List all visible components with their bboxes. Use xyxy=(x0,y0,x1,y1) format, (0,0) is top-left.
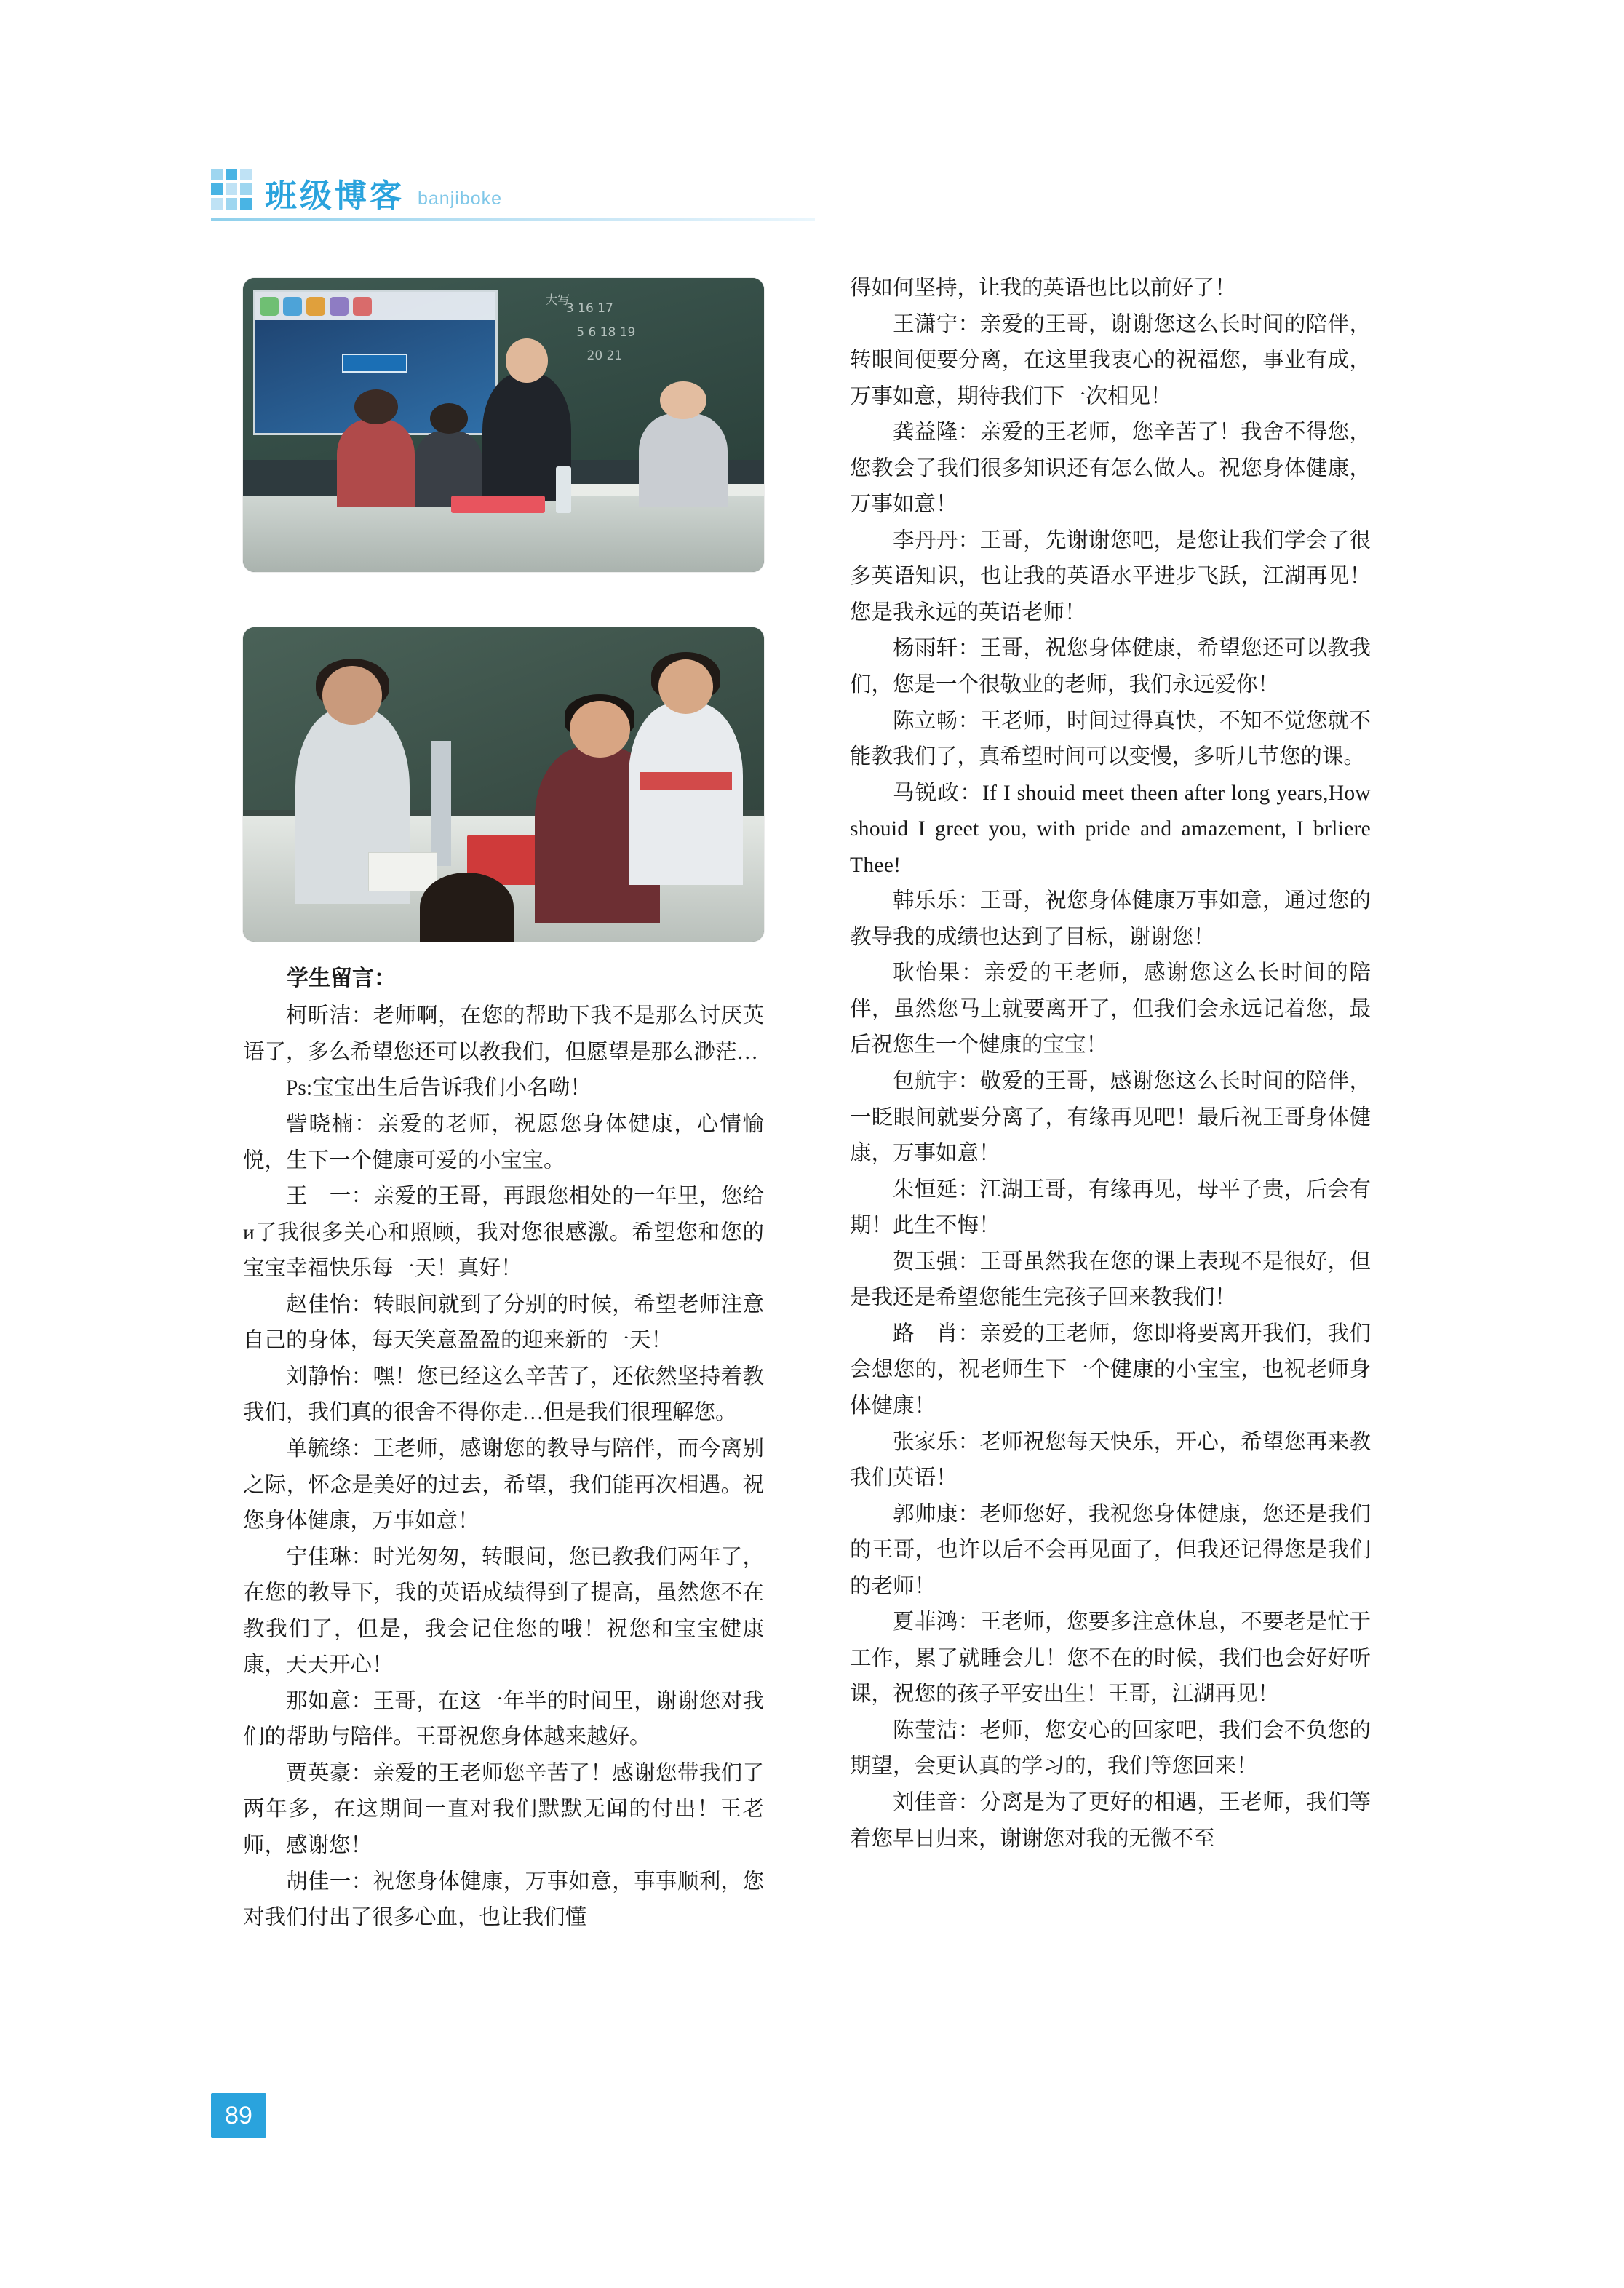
message-paragraph: 夏菲鸿：王老师，您要多注意休息，不要老是忙于工作，累了就睡会儿！您不在的时候，我们也会好好听课，祝您的孩子平安出生！王哥，江湖再见！ xyxy=(850,1610,1371,1707)
message-paragraph: 得如何坚持，让我的英语也比以前好了！ xyxy=(850,277,1237,300)
classroom-teacher-photo: 3 16 17 5 6 18 19 20 21 大写 xyxy=(243,278,764,572)
section-title: 学生留言： xyxy=(287,966,396,990)
message-paragraph: 刘静怡：嘿！您已经这么辛苦了，还依然坚持着教我们，我们真的很舍不得你走…但是我们很理解您。 xyxy=(243,1365,764,1425)
message-paragraph: 李丹丹：王哥，先谢谢您吧，是您让我们学会了很多英语知识，也让我的英语水平进步飞跃，江湖再见！您是我永远的英语老师！ xyxy=(850,528,1371,624)
message-paragraph: 陈立畅：王老师，时间过得真快，不知不觉您就不能教我们了，真希望时间可以变慢，多听几节您的课。 xyxy=(850,709,1371,769)
right-text-column xyxy=(850,271,1371,1857)
message-paragraph: 胡佳一：祝您身体健康，万事如意，事事顺利，您对我们付出了很多心血，也让我们懂 xyxy=(243,1870,764,1930)
message-paragraph: 郭帅康：老师您好，我祝您身体健康，您还是我们的王哥，也许以后不会再见面了，但我还记得您是我们的老师！ xyxy=(850,1502,1371,1598)
message-paragraph: 柯昕洁：老师啊，在您的帮助下我不是那么讨厌英语了，多么希望您还可以教我们，但愿望是那么渺茫… xyxy=(243,1004,764,1064)
message-paragraph: 王潇宁：亲爱的王哥，谢谢您这么长时间的陪伴，转眼间便要分离，在这里我衷心的祝福您，事业有成，万事如意，期待我们下一次相见！ xyxy=(850,312,1371,408)
message-paragraph: 韩乐乐：王哥，祝您身体健康万事如意，通过您的教导我的成绩也达到了目标，谢谢您！ xyxy=(850,889,1371,949)
message-paragraph: 赵佳怡：转眼间就到了分别的时候，希望老师注意自己的身体，每天笑意盈盈的迎来新的一天！ xyxy=(243,1292,764,1353)
message-paragraph: 贾英豪：亲爱的王老师您辛苦了！感谢您带我们了两年多，在这期间一直对我们默默无闻的付出！王老师，感谢您！ xyxy=(243,1761,764,1857)
message-paragraph: 龚益隆：亲爱的王老师，您辛苦了！我舍不得您，您教会了我们很多知识还有怎么做人。祝您身体健康，万事如意！ xyxy=(850,421,1371,517)
page-header xyxy=(211,169,815,221)
blog-logo-icon xyxy=(211,169,252,210)
left-text-column xyxy=(243,961,764,1937)
page-title-pinyin: banjiboke xyxy=(418,188,503,209)
message-paragraph: Ps:宝宝出生后告诉我们小名呦！ xyxy=(286,1076,592,1100)
message-paragraph: 訾晓楠：亲爱的老师，祝愿您身体健康，心情愉悦，生下一个健康可爱的小宝宝。 xyxy=(243,1113,764,1172)
message-paragraph: 刘佳音：分离是为了更好的相遇，王老师，我们等着您早日归来，谢谢您对我的无微不至 xyxy=(850,1790,1371,1851)
message-paragraph: 路 肖：亲爱的王老师，您即将要离开我们，我们会想您的，祝老师生下一个健康的小宝宝，也祝老师身体健康！ xyxy=(850,1322,1371,1418)
students-group-photo xyxy=(243,627,764,942)
message-paragraph: 朱恒延：江湖王哥，有缘再见，母平子贵，后会有期！此生不悔！ xyxy=(850,1177,1371,1238)
message-paragraph: 陈莹洁：老师，您安心的回家吧，我们会不负您的期望，会更认真的学习的，我们等您回来！ xyxy=(850,1718,1371,1779)
message-paragraph: 包航宇：敬爱的王哥，感谢您这么长时间的陪伴，一眨眼间就要分离了，有缘再见吧！最后祝王哥身体健康，万事如意！ xyxy=(850,1070,1371,1166)
message-paragraph: 杨雨轩：王哥，祝您身体健康，希望您还可以教我们，您是一个很敬业的老师，我们永远爱你！ xyxy=(850,637,1371,697)
header-divider xyxy=(211,218,815,221)
message-paragraph: 宁佳琳：时光匆匆，转眼间，您已教我们两年了，在您的教导下，我的英语成绩得到了提高，虽然您不在教我们了，但是，我会记住您的哦！祝您和宝宝健康康，天天开心！ xyxy=(243,1545,764,1677)
message-paragraph: 贺玉强：王哥虽然我在您的课上表现不是很好，但是我还是希望您能生完孩子回来教我们！ xyxy=(850,1250,1371,1310)
message-paragraph: 单毓绦：王老师，感谢您的教导与陪伴，而今离别之际，怀念是美好的过去，希望，我们能再次相遇。祝您身体健康，万事如意！ xyxy=(243,1437,764,1533)
message-paragraph: 那如意：王哥，在这一年半的时间里，谢谢您对我们的帮助与陪伴。王哥祝您身体越来越好。 xyxy=(243,1689,764,1749)
page-number: 89 xyxy=(211,2093,266,2138)
message-paragraph: 张家乐：老师祝您每天快乐，开心，希望您再来教我们英语！ xyxy=(850,1430,1371,1490)
message-paragraph-english: 马锐政：If I shouid meet theen after long years,How shouid I greet you, with pride and amazement, I brliere Thee! xyxy=(850,781,1371,877)
message-paragraph: 王 一：亲爱的王哥，再跟您相处的一年里，您给и了我很多关心和照顾，我对您很感激。希望您和您的宝宝幸福快乐每一天！真好！ xyxy=(243,1185,764,1281)
message-paragraph: 耿怡果：亲爱的王老师，感谢您这么长时间的陪伴，虽然您马上就要离开了，但我们会永远记着您，最后祝您生一个健康的宝宝！ xyxy=(850,961,1371,1057)
page-title: 班级博客 xyxy=(265,178,405,215)
